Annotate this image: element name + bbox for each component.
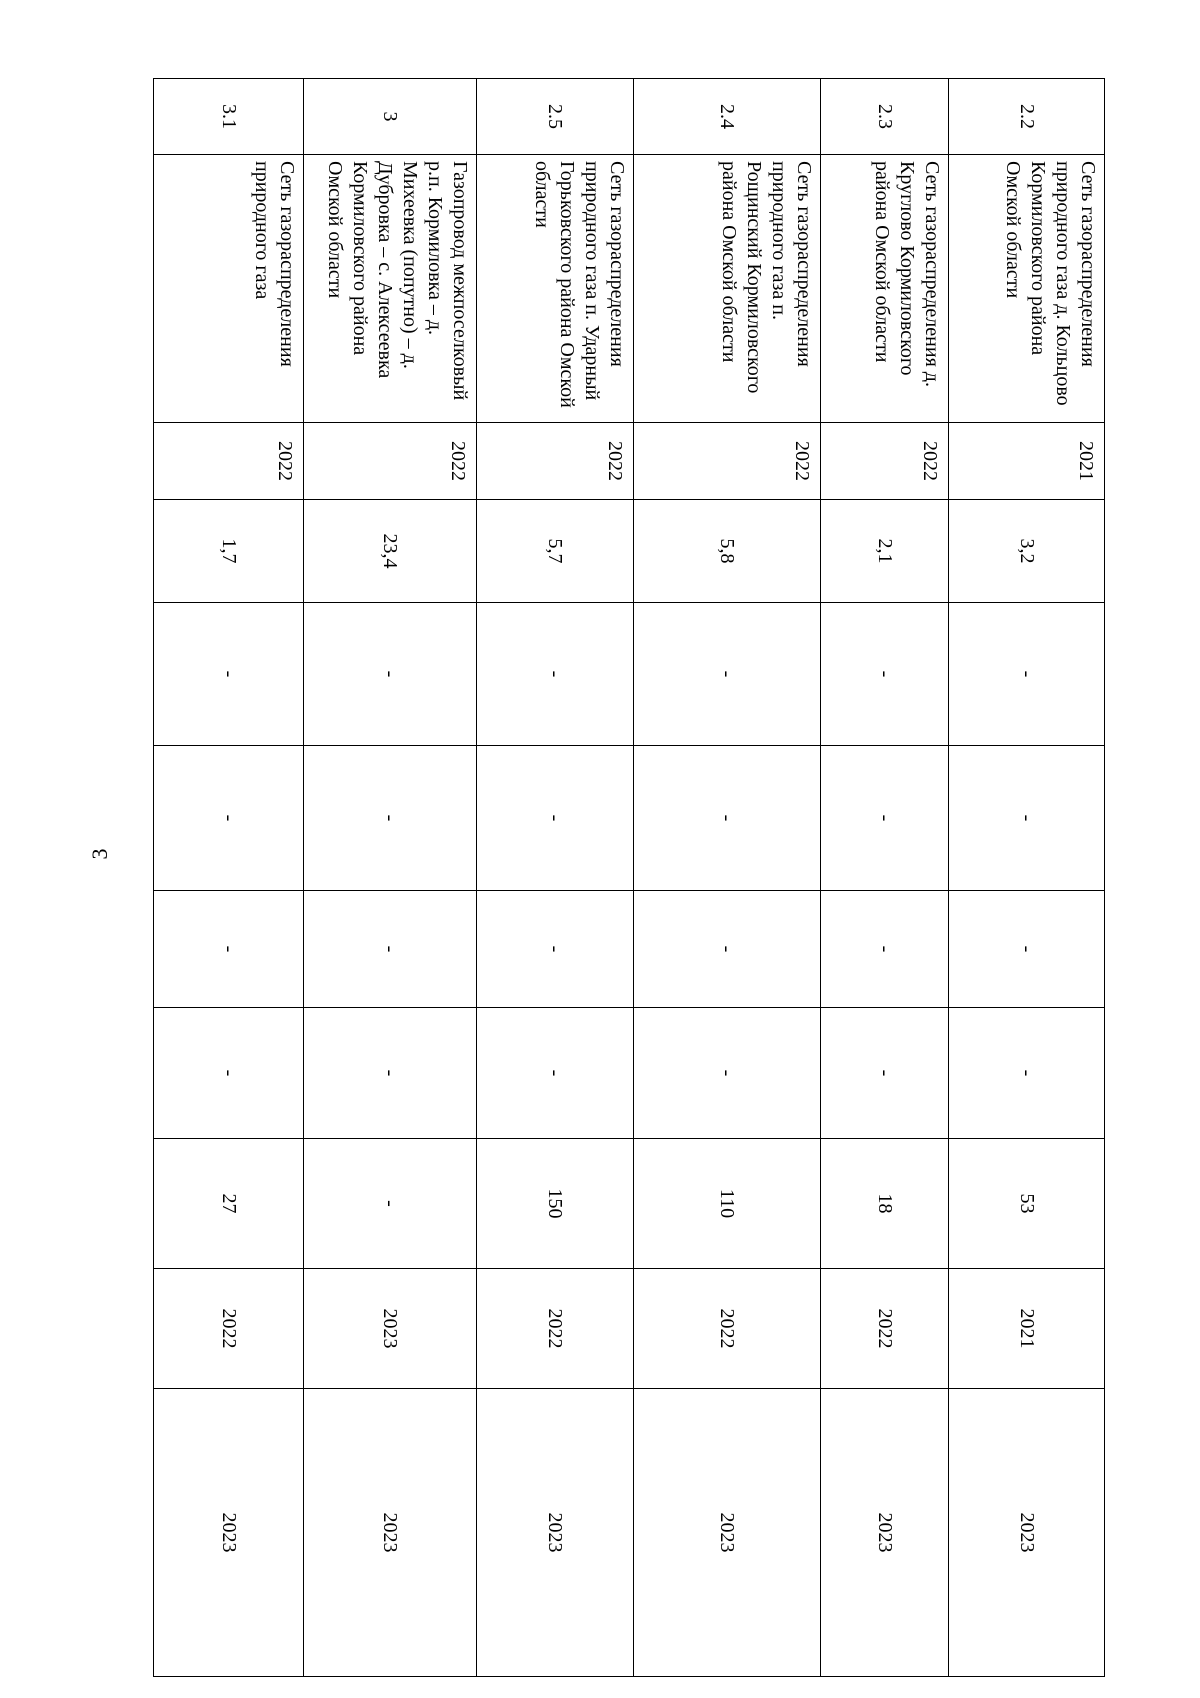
object-name: Сеть газораспределения природного газа п. Ударный Горьковского района Омской области — [477, 155, 634, 423]
table-row — [634, 79, 821, 1677]
dash-cell: - — [477, 1008, 634, 1139]
length-cell: 3,2 — [949, 500, 1105, 603]
value-cell: 110 — [634, 1139, 821, 1269]
dash-cell: - — [304, 746, 477, 891]
year-cell: 2022 — [821, 423, 949, 500]
table-row — [821, 79, 949, 1677]
year-from-cell: 2022 — [477, 1269, 634, 1389]
year-to-cell: 2023 — [304, 1389, 477, 1677]
year-cell: 2021 — [949, 423, 1105, 500]
year-from-cell: 2021 — [949, 1269, 1105, 1389]
length-cell: 2,1 — [821, 500, 949, 603]
row-number: 2.4 — [634, 79, 821, 155]
year-cell: 2022 — [477, 423, 634, 500]
dash-cell: - — [477, 746, 634, 891]
dash-cell: - — [821, 603, 949, 746]
dash-cell: - — [154, 746, 304, 891]
dash-cell: - — [634, 1008, 821, 1139]
year-to-cell: 2023 — [634, 1389, 821, 1677]
dash-cell: - — [154, 1008, 304, 1139]
dash-cell: - — [154, 891, 304, 1008]
year-from-cell: 2023 — [304, 1269, 477, 1389]
length-cell: 5,7 — [477, 500, 634, 603]
year-to-cell: 2023 — [821, 1389, 949, 1677]
row-number: 2.3 — [821, 79, 949, 155]
dash-cell: - — [477, 603, 634, 746]
value-cell: 150 — [477, 1139, 634, 1269]
year-from-cell: 2022 — [634, 1269, 821, 1389]
year-to-cell: 2023 — [154, 1389, 304, 1677]
table-row — [154, 79, 304, 1677]
dash-cell: - — [634, 746, 821, 891]
data-table — [153, 78, 1105, 1677]
dash-cell: - — [821, 746, 949, 891]
dash-cell: - — [949, 603, 1105, 746]
dash-cell: - — [304, 891, 477, 1008]
object-name: Сеть газораспределения природного газа — [154, 155, 304, 423]
dash-cell: - — [821, 1008, 949, 1139]
length-cell: 1,7 — [154, 500, 304, 603]
year-cell: 2022 — [304, 423, 477, 500]
table-row — [949, 79, 1105, 1677]
dash-cell: - — [477, 891, 634, 1008]
page-number: 3 — [87, 848, 112, 860]
dash-cell: - — [634, 891, 821, 1008]
dash-cell: - — [634, 603, 821, 746]
row-number: 2.2 — [949, 79, 1105, 155]
object-name: Газопровод межпоселковый р.п. Кормиловка – д. Михеевка (попутно) – д. Дубровка – с. Алексеевка Кормиловского района Омской области — [304, 155, 477, 423]
year-cell: 2022 — [634, 423, 821, 500]
object-name: Сеть газораспределения природного газа п. Рощинский Кормиловского района Омской области — [634, 155, 821, 423]
rotated-table-container — [154, 78, 1105, 1676]
table-row — [477, 79, 634, 1677]
value-cell: 27 — [154, 1139, 304, 1269]
dash-cell: - — [949, 891, 1105, 1008]
dash-cell: - — [949, 1008, 1105, 1139]
year-from-cell: 2022 — [821, 1269, 949, 1389]
length-cell: 23,4 — [304, 500, 477, 603]
dash-cell: - — [304, 603, 477, 746]
row-number: 3.1 — [154, 79, 304, 155]
value-cell: 18 — [821, 1139, 949, 1269]
dash-cell: - — [154, 603, 304, 746]
year-from-cell: 2022 — [154, 1269, 304, 1389]
row-number: 2.5 — [477, 79, 634, 155]
dash-cell: - — [949, 746, 1105, 891]
year-to-cell: 2023 — [477, 1389, 634, 1677]
object-name: Сеть газораспределения природного газа д. Кольцово Кормиловского района Омской области — [949, 155, 1105, 423]
object-name: Сеть газораспределения д. Круглово Кормиловского района Омской области — [821, 155, 949, 423]
row-number: 3 — [304, 79, 477, 155]
year-cell: 2022 — [154, 423, 304, 500]
dash-cell: - — [304, 1008, 477, 1139]
table-row — [304, 79, 477, 1677]
value-cell: - — [304, 1139, 477, 1269]
year-to-cell: 2023 — [949, 1389, 1105, 1677]
value-cell: 53 — [949, 1139, 1105, 1269]
length-cell: 5,8 — [634, 500, 821, 603]
dash-cell: - — [821, 891, 949, 1008]
